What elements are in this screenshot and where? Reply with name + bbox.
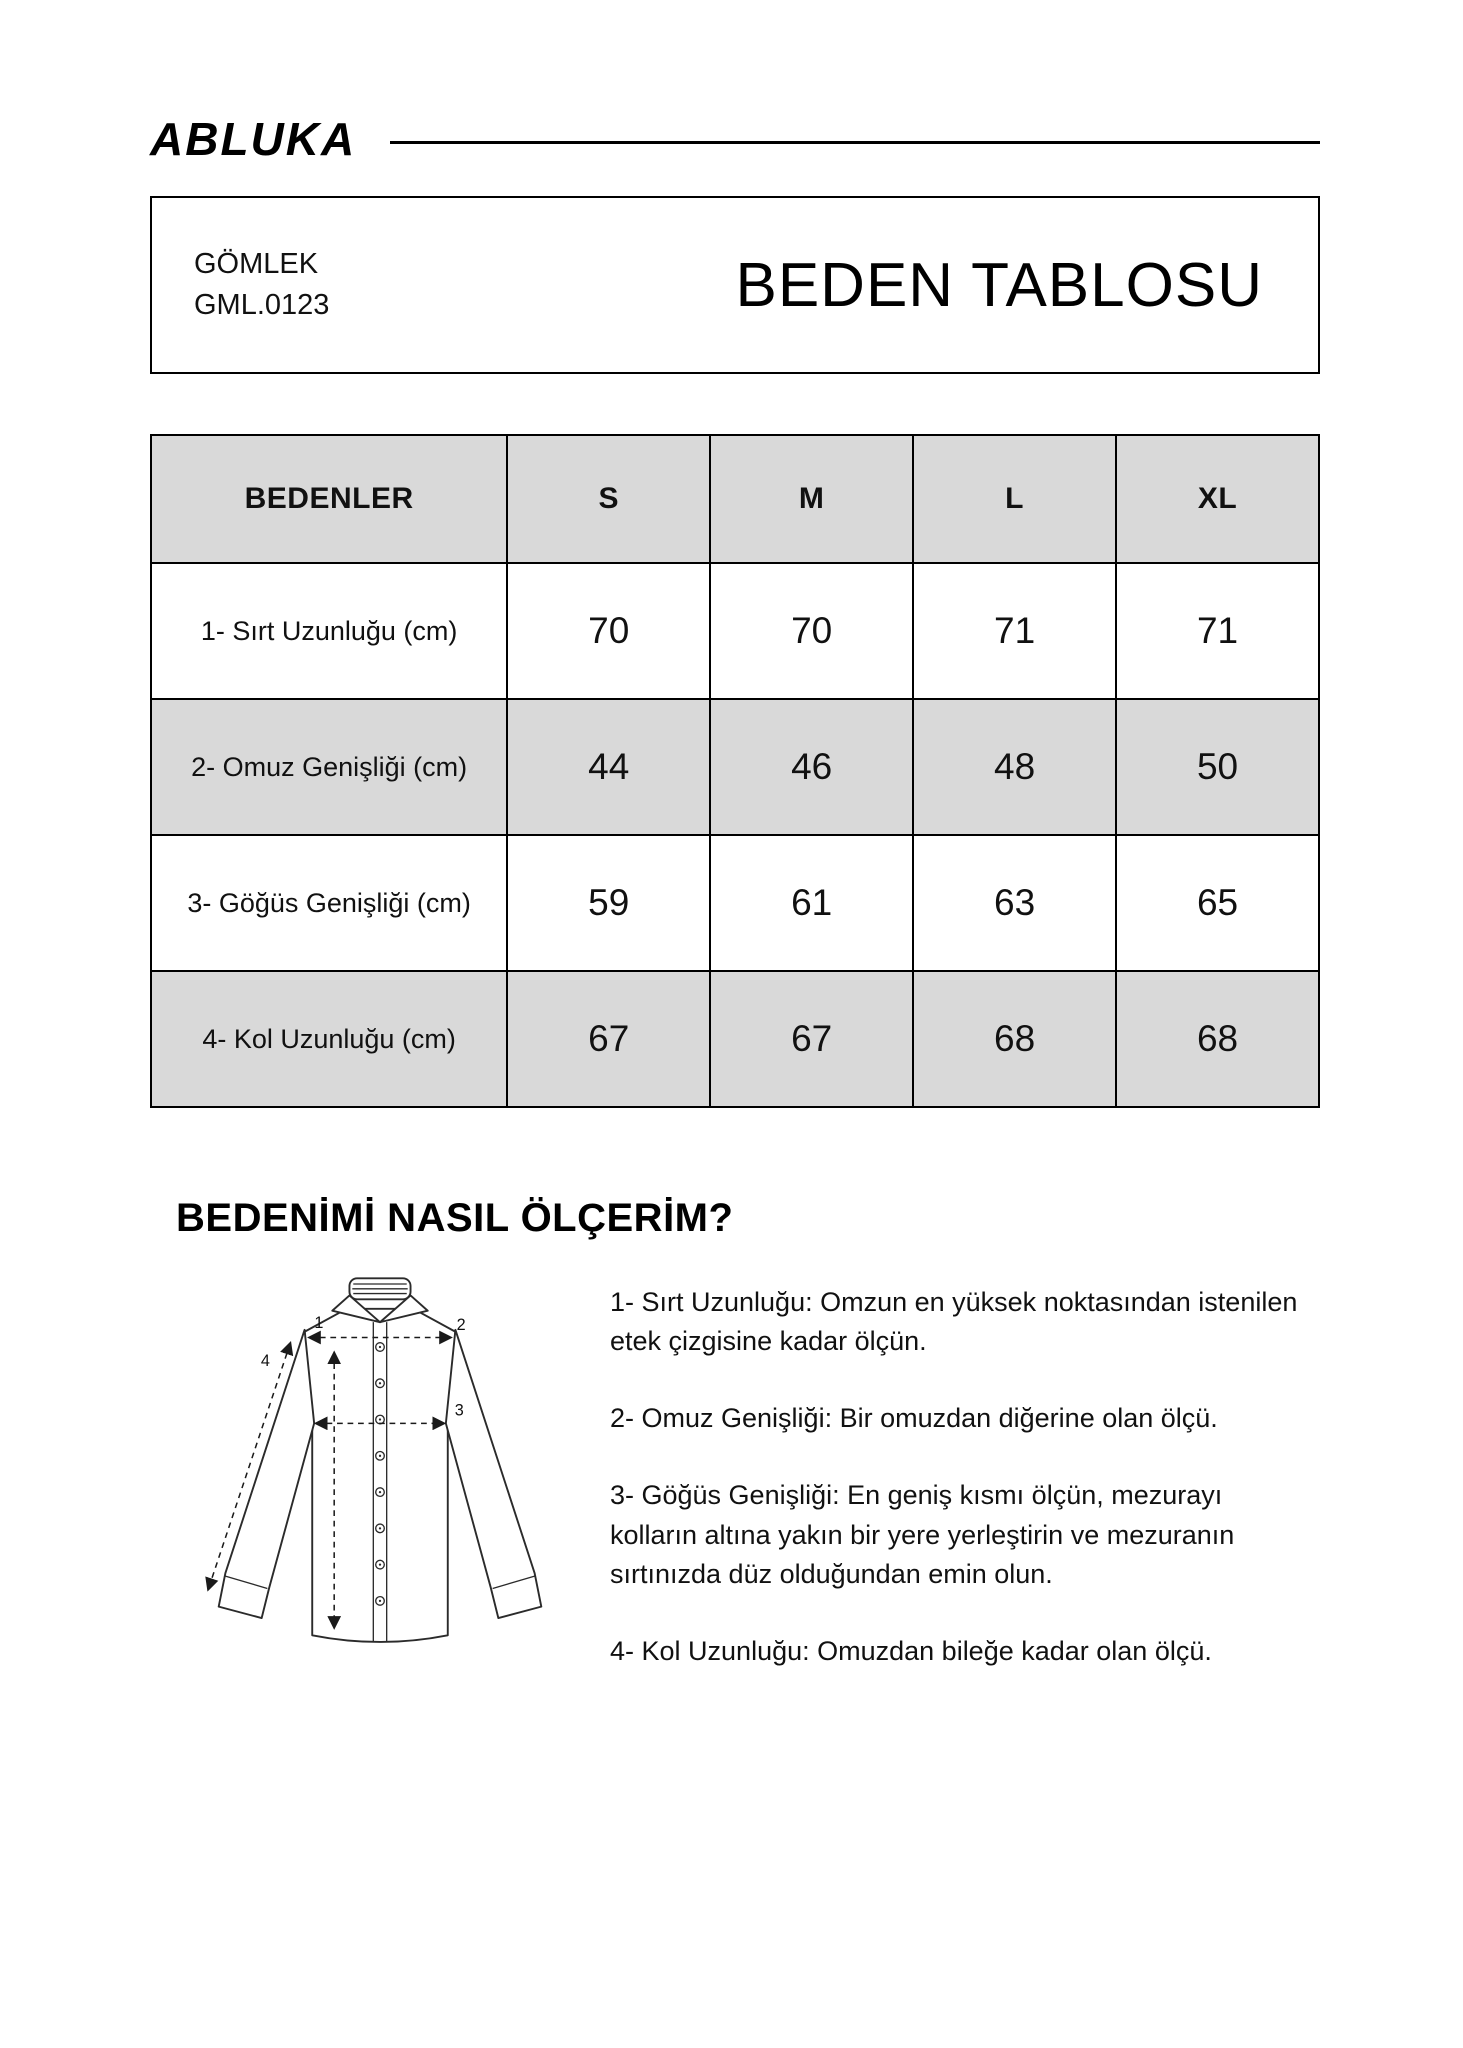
row-label-chest-width: 3- Göğüs Genişliği (cm) [151, 835, 507, 971]
cell-value: 46 [710, 699, 913, 835]
table-row [151, 971, 1319, 1107]
measure-instructions [610, 1263, 1320, 1671]
cell-value: 70 [507, 563, 710, 699]
cell-value: 50 [1116, 699, 1319, 835]
size-table [150, 434, 1320, 1108]
shirt-measurement-diagram [150, 1263, 610, 1721]
cell-value: 71 [1116, 563, 1319, 699]
cell-value: 59 [507, 835, 710, 971]
cell-value: 44 [507, 699, 710, 835]
diagram-label-1: 1 [314, 1313, 324, 1332]
diagram-label-2: 2 [456, 1315, 466, 1334]
cell-value: 61 [710, 835, 913, 971]
cell-value: 67 [710, 971, 913, 1107]
diagram-label-3: 3 [454, 1401, 464, 1420]
shirt-left-sleeve [219, 1330, 314, 1618]
col-header-bedenler: BEDENLER [151, 435, 507, 563]
cell-value: 67 [507, 971, 710, 1107]
col-header-s: S [507, 435, 710, 563]
shirt-body [305, 1309, 456, 1642]
size-table-header-row [151, 435, 1319, 563]
product-meta [194, 244, 329, 325]
col-header-m: M [710, 435, 913, 563]
row-label-sleeve-length: 4- Kol Uzunluğu (cm) [151, 971, 507, 1107]
row-label-shoulder-width: 2- Omuz Genişliği (cm) [151, 699, 507, 835]
title-box [150, 196, 1320, 374]
shirt-diagram-svg [170, 1263, 590, 1721]
measure-section-title: BEDENİMİ NASIL ÖLÇERİM? [176, 1196, 734, 1240]
product-type: GÖMLEK [194, 248, 319, 281]
brand-header [150, 112, 1320, 166]
brand-logo: ABLUKA [150, 113, 357, 165]
cell-value: 68 [913, 971, 1116, 1107]
cell-value: 70 [710, 563, 913, 699]
cell-value: 63 [913, 835, 1116, 971]
cell-value: 48 [913, 699, 1116, 835]
instruction-sleeve-length: 4- Kol Uzunluğu: Omuzdan bileğe kadar olan ölçü. [610, 1635, 1212, 1666]
shirt-right-sleeve [446, 1330, 541, 1618]
page-content [150, 0, 1320, 1721]
measure-section [150, 1263, 1320, 1721]
col-header-xl: XL [1116, 435, 1319, 563]
table-row [151, 835, 1319, 971]
page-title: BEDEN TABLOSU [735, 250, 1263, 320]
table-row [151, 699, 1319, 835]
instruction-back-length: 1- Sırt Uzunluğu: Omzun en yüksek noktasından istenilen etek çizgisine kadar ölçün. [610, 1287, 1298, 1357]
row-label-back-length: 1- Sırt Uzunluğu (cm) [151, 563, 507, 699]
diagram-label-4: 4 [260, 1352, 270, 1371]
header-rule [390, 141, 1320, 144]
table-row [151, 563, 1319, 699]
cell-value: 65 [1116, 835, 1319, 971]
cell-value: 68 [1116, 971, 1319, 1107]
product-code: GML.0123 [194, 289, 330, 321]
instruction-chest-width: 3- Göğüs Genişliği: En geniş kısmı ölçün, mezurayı kolların altına yakın bir yere yerleştirin ve mezuranın sırtınızda düz olduğundan emin olun. [610, 1480, 1235, 1589]
col-header-l: L [913, 435, 1116, 563]
instruction-shoulder-width: 2- Omuz Genişliği: Bir omuzdan diğerine olan ölçü. [610, 1403, 1218, 1434]
cell-value: 71 [913, 563, 1116, 699]
